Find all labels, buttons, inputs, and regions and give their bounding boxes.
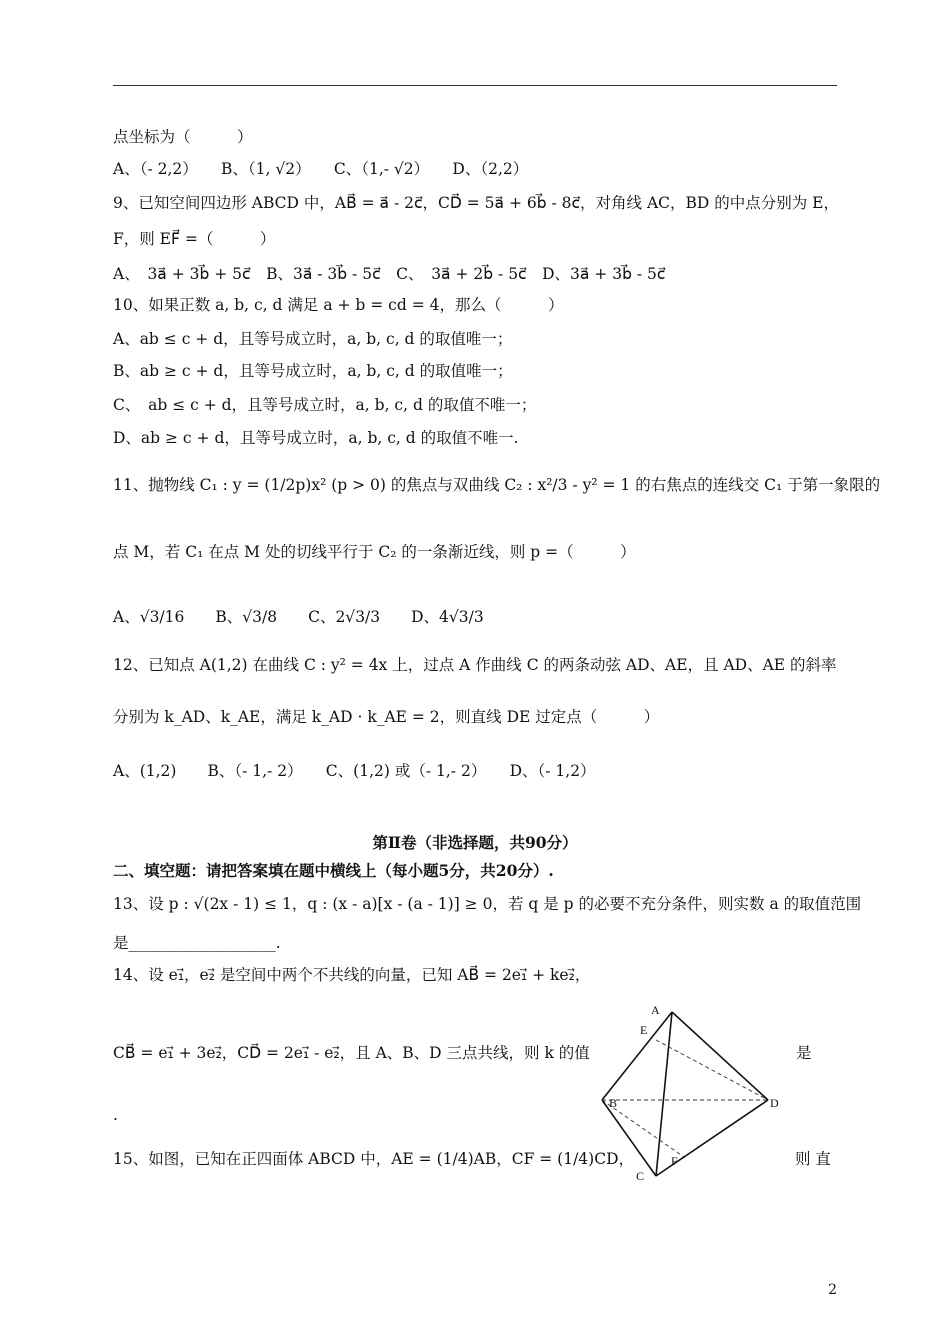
section-heading: 二、填空题：请把答案填在题中横线上（每小题5分，共20分）. bbox=[113, 861, 554, 880]
text-line: CB⃗ = e₁⃗ + 3e₂⃗，CD⃗ = 2e₁⃗ - e₂⃗，且 A、B、D 三点共线，则 k 的值 bbox=[113, 1044, 590, 1062]
text-line: D、ab ≥ c + d，且等号成立时，a, b, c, d 的取值不唯一. bbox=[113, 429, 519, 447]
question-9: 9、已知空间四边形 ABCD 中，AB⃗ = a⃗ - 2c⃗，CD⃗ = 5a⃗ + 6b⃗ - 8c⃗，对角线 AC，BD 的中点分别为 E， bbox=[113, 194, 839, 212]
text-line: 点坐标为（ ） bbox=[113, 128, 253, 146]
text-line: 是___________________. bbox=[113, 934, 281, 952]
question-15: 15、如图，已知在正四面体 ABCD 中，AE = (1/4)AB，CF = (1/4)CD， bbox=[113, 1150, 634, 1168]
text-line: F，则 EF⃗ =（ ） bbox=[113, 230, 276, 248]
tetrahedron-figure bbox=[596, 1002, 782, 1184]
text-line: A、ab ≤ c + d，且等号成立时，a, b, c, d 的取值唯一； bbox=[113, 330, 513, 348]
page-number: 2 bbox=[828, 1282, 837, 1298]
text-line: A、 3a⃗ + 3b⃗ + 5c⃗ B、3a⃗ - 3b⃗ - 5c⃗ C、 3a⃗ + 2b⃗ - 5c⃗ D、3a⃗ + 3b⃗ - 5c⃗ bbox=[113, 265, 666, 283]
text-line: 点 M，若 C₁ 在点 M 处的切线平行于 C₂ 的一条渐近线，则 p =（ ） bbox=[113, 543, 636, 561]
text-line: 是 bbox=[796, 1044, 812, 1062]
question-11: 11、抛物线 C₁ : y = (1/2p)x² (p > 0) 的焦点与双曲线 C₂ : x²/3 - y² = 1 的右焦点的连线交 C₁ 于第一象限的 bbox=[113, 476, 881, 494]
section-title: 第Ⅱ卷（非选择题，共90分） bbox=[372, 833, 578, 852]
text-line: . bbox=[113, 1106, 118, 1124]
text-line: 则 直 bbox=[795, 1150, 831, 1168]
text-line: C、 ab ≤ c + d，且等号成立时，a, b, c, d 的取值不唯一； bbox=[113, 396, 537, 414]
text-line: A、(1,2) B、（- 1,- 2） C、(1,2) 或（- 1,- 2） D、（- 1,2） bbox=[113, 762, 596, 780]
vertex-d-label: D bbox=[770, 1096, 779, 1110]
vertex-b-label: B bbox=[609, 1096, 618, 1110]
text-line: A、√3/16 B、√3/8 C、2√3/3 D、4√3/3 bbox=[113, 608, 484, 626]
vertex-a-label: A bbox=[651, 1003, 660, 1017]
question-10: 10、如果正数 a, b, c, d 满足 a + b = cd = 4，那么（ ） bbox=[113, 296, 564, 314]
question-14: 14、设 e₁⃗，e₂⃗ 是空间中两个不共线的向量，已知 AB⃗ = 2e₁⃗ + ke₂⃗， bbox=[113, 966, 591, 984]
point-f-label: F bbox=[671, 1154, 678, 1168]
text-line: B、ab ≥ c + d，且等号成立时，a, b, c, d 的取值唯一； bbox=[113, 362, 513, 380]
point-e-label: E bbox=[640, 1023, 648, 1037]
text-line: 分别为 k_AD、k_AE，满足 k_AD · k_AE = 2，则直线 DE 过定点（ ） bbox=[113, 708, 660, 726]
question-13: 13、设 p : √(2x - 1) ≤ 1，q : (x - a)[x - (a - 1)] ≥ 0，若 q 是 p 的必要不充分条件，则实数 a 的取值范围 bbox=[113, 895, 862, 913]
text-line: A、（- 2,2） B、（1, √2） C、（1,- √2） D、（2,2） bbox=[113, 160, 529, 178]
vertex-c-label: C bbox=[636, 1169, 645, 1183]
header-rule bbox=[113, 85, 837, 86]
question-12: 12、已知点 A(1,2) 在曲线 C : y² = 4x 上，过点 A 作曲线 C 的两条动弦 AD、AE，且 AD、AE 的斜率 bbox=[113, 656, 837, 674]
